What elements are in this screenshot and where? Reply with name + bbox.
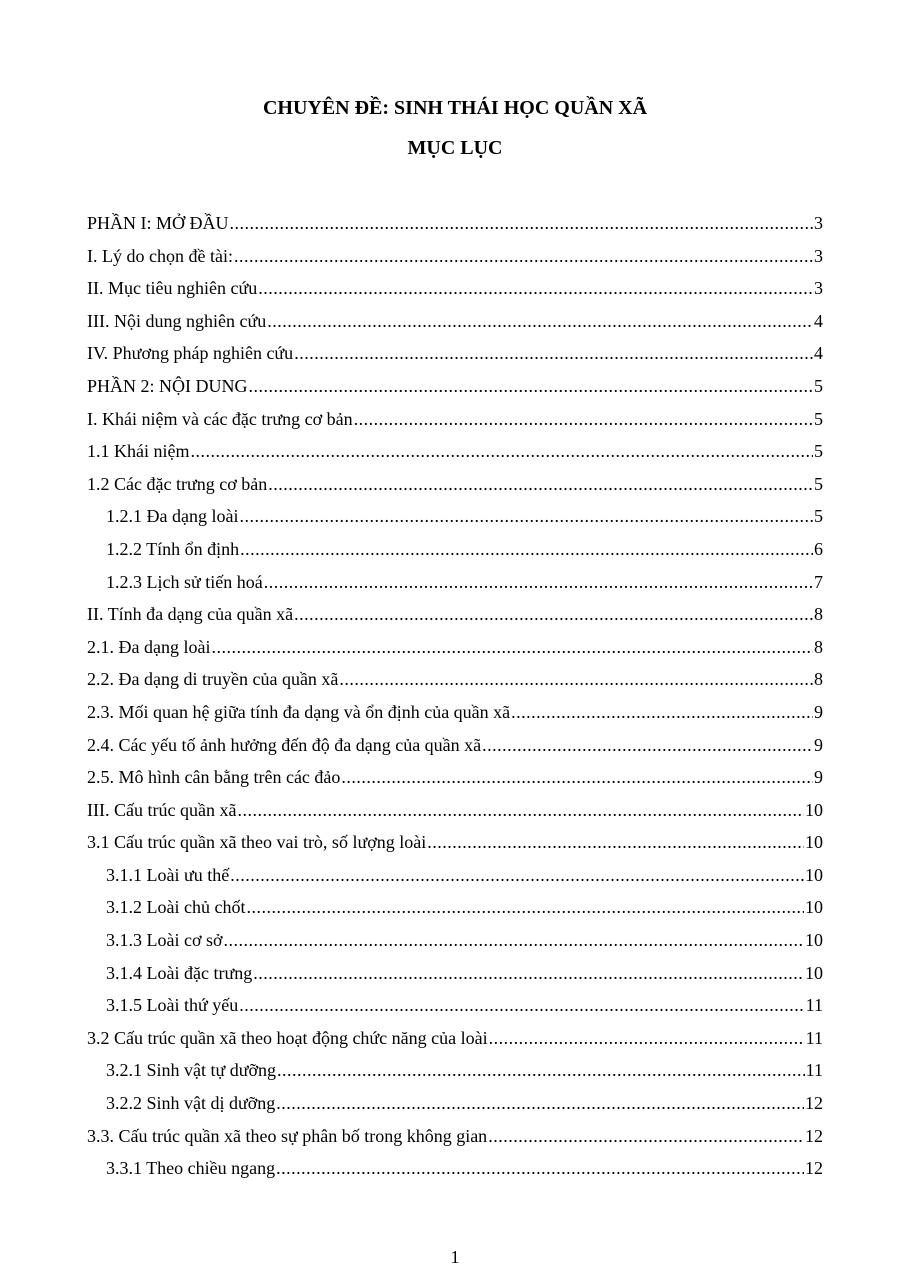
- toc-entry-page: 8: [814, 604, 823, 625]
- toc-dot-leader: [489, 1022, 805, 1055]
- toc-entry-title: 2.5. Mô hình cân bằng trên các đảo: [87, 767, 341, 788]
- toc-entry[interactable]: [87, 663, 823, 696]
- toc-dot-leader: [268, 468, 813, 501]
- toc-entry-page: 5: [814, 473, 823, 494]
- toc-entry-title: 1.2.1 Đa dạng loài: [106, 506, 239, 527]
- page-number: 1: [450, 1247, 460, 1267]
- toc-entry[interactable]: [87, 305, 823, 338]
- toc-entry[interactable]: [87, 566, 823, 599]
- toc-entry-title: 3.2.1 Sinh vật tự dưỡng: [106, 1060, 277, 1081]
- toc-entry[interactable]: [87, 989, 823, 1022]
- toc-dot-leader: [482, 729, 813, 762]
- toc-entry-page: 8: [814, 669, 823, 690]
- toc-entry[interactable]: [87, 859, 823, 892]
- toc-entry[interactable]: [87, 891, 823, 924]
- toc-entry[interactable]: [87, 272, 823, 305]
- toc-entry-page: 10: [805, 930, 823, 951]
- toc-entry[interactable]: [87, 435, 823, 468]
- toc-entry-page: 5: [814, 408, 823, 429]
- toc-dot-leader: [246, 891, 804, 924]
- toc-entry-page: 9: [814, 734, 823, 755]
- toc-entry[interactable]: [87, 826, 823, 859]
- toc-entry-title: 3.2.2 Sinh vật dị dưỡng: [106, 1093, 276, 1114]
- toc-dot-leader: [294, 337, 813, 370]
- toc-entry-title: I. Khái niệm và các đặc trưng cơ bản: [87, 408, 353, 429]
- toc-entry-title: II. Tính đa dạng của quần xã: [87, 604, 294, 625]
- toc-dot-leader: [277, 1054, 805, 1087]
- toc-dot-leader: [237, 794, 804, 827]
- toc-entry[interactable]: [87, 794, 823, 827]
- toc-entry-page: 9: [814, 701, 823, 722]
- toc-entry-page: 3: [814, 213, 823, 233]
- toc-entry[interactable]: [87, 957, 823, 990]
- toc-dot-leader: [190, 435, 813, 468]
- toc-entry-title: 1.2.3 Lịch sử tiến hoá: [106, 571, 263, 592]
- toc-entry-page: 10: [805, 799, 823, 820]
- toc-dot-leader: [253, 957, 804, 990]
- toc-entry[interactable]: [87, 533, 823, 566]
- toc-entry-page: 10: [805, 897, 823, 918]
- toc-entry-page: 11: [805, 1027, 823, 1048]
- toc-entry-page: 5: [814, 375, 823, 396]
- toc-entry-page: 9: [814, 767, 823, 788]
- toc-entry-title: 3.1.2 Loài chủ chốt: [106, 897, 246, 918]
- toc-entry-page: 4: [814, 310, 823, 331]
- toc-heading: MỤC LỤC: [407, 137, 503, 159]
- toc-entry-page: 8: [814, 636, 823, 657]
- toc-dot-leader: [354, 403, 813, 436]
- toc-entry-title: 3.1.4 Loài đặc trưng: [106, 962, 253, 983]
- toc-dot-leader: [511, 696, 813, 729]
- toc-entry[interactable]: [87, 924, 823, 957]
- toc-dot-leader: [224, 924, 804, 957]
- toc-dot-leader: [234, 240, 813, 273]
- toc-entry-title: PHẦN I: MỞ ĐẦU: [87, 213, 229, 233]
- toc-entry-page: 5: [814, 441, 823, 462]
- toc-entry-title: 3.2 Cấu trúc quần xã theo hoạt động chức năng của loài: [87, 1027, 488, 1048]
- toc-dot-leader: [267, 305, 813, 338]
- toc-entry-title: 2.2. Đa dạng di truyền của quần xã: [87, 669, 339, 690]
- toc-entry[interactable]: [87, 240, 823, 273]
- toc-dot-leader: [339, 663, 813, 696]
- toc-dot-leader: [341, 761, 813, 794]
- toc-entry[interactable]: [87, 631, 823, 664]
- toc-entry-page: 3: [814, 245, 823, 266]
- toc-entry-title: 1.2 Các đặc trưng cơ bản: [87, 473, 268, 494]
- toc-dot-leader: [276, 1087, 804, 1120]
- toc-entry-page: 11: [805, 1060, 823, 1081]
- toc-dot-leader: [230, 859, 804, 892]
- toc-entry-title: 2.4. Các yếu tố ảnh hưởng đến độ đa dạng của quần xã: [87, 734, 482, 755]
- toc-entry-title: 1.2.2 Tính ổn định: [106, 538, 240, 559]
- toc-entry-title: IV. Phương pháp nghiên cứu: [87, 343, 294, 364]
- toc-entry-title: 2.1. Đa dạng loài: [87, 636, 211, 657]
- toc-entry-title: PHẦN 2: NỘI DUNG: [87, 375, 248, 396]
- toc-dot-leader: [427, 826, 804, 859]
- toc-entry[interactable]: [87, 729, 823, 762]
- toc-entry-page: 10: [805, 962, 823, 983]
- toc-entry[interactable]: [87, 1054, 823, 1087]
- toc-entry-title: 2.3. Mối quan hệ giữa tính đa dạng và ổn định của quần xã: [87, 701, 511, 722]
- toc-dot-leader: [230, 207, 813, 240]
- toc-entry-page: 11: [805, 995, 823, 1016]
- toc-entry[interactable]: [87, 207, 823, 240]
- toc-entry-title: 3.1.3 Loài cơ sở: [106, 930, 223, 951]
- toc-entry-title: 3.1.1 Loài ưu thế: [106, 864, 230, 885]
- toc-dot-leader: [264, 566, 813, 599]
- toc-entry-title: 1.1 Khái niệm: [87, 441, 190, 462]
- toc-dot-leader: [249, 370, 814, 403]
- toc-entry-title: III. Cấu trúc quần xã: [87, 799, 237, 820]
- toc-entry-title: 3.1.5 Loài thứ yếu: [106, 995, 239, 1016]
- toc-entry-page: 12: [805, 1125, 823, 1146]
- toc-dot-leader: [258, 272, 813, 305]
- toc-entry[interactable]: [87, 370, 823, 403]
- toc-entry[interactable]: [87, 1087, 823, 1120]
- toc-entry[interactable]: [87, 598, 823, 631]
- toc-entry-title: I. Lý do chọn đề tài:: [87, 245, 233, 266]
- toc-entry[interactable]: [87, 1022, 823, 1055]
- toc-dot-leader: [211, 631, 813, 664]
- toc-entry-page: 3: [814, 278, 823, 299]
- toc-dot-leader: [239, 500, 813, 533]
- toc-dot-leader: [239, 989, 804, 1022]
- toc-entry[interactable]: [87, 403, 823, 436]
- toc-entry-page: 10: [805, 832, 823, 853]
- toc-entry-title: II. Mục tiêu nghiên cứu: [87, 278, 258, 299]
- toc-dot-leader: [276, 1152, 804, 1185]
- toc-entry[interactable]: [87, 1152, 823, 1185]
- toc-entry[interactable]: [87, 337, 823, 370]
- toc-entry[interactable]: [87, 696, 823, 729]
- toc-entry-page: 12: [805, 1158, 823, 1179]
- toc-entry-page: 4: [814, 343, 823, 364]
- toc-entry-page: 5: [814, 506, 823, 527]
- toc-entry-title: III. Nội dung nghiên cứu: [87, 310, 267, 331]
- toc-dot-leader: [294, 598, 813, 631]
- toc-entry-title: 3.3. Cấu trúc quần xã theo sự phân bố trong không gian: [87, 1125, 488, 1146]
- toc-entry[interactable]: [87, 1120, 823, 1153]
- toc-entry-title: 3.1 Cấu trúc quần xã theo vai trò, số lượng loài: [87, 832, 427, 853]
- toc-entry-title: 3.3.1 Theo chiều ngang: [106, 1158, 276, 1179]
- toc-entry[interactable]: [87, 761, 823, 794]
- table-of-contents: [87, 207, 823, 1185]
- toc-entry-page: 10: [805, 864, 823, 885]
- toc-entry-page: 12: [805, 1093, 823, 1114]
- document-title: CHUYÊN ĐỀ: SINH THÁI HỌC QUẦN XÃ: [262, 97, 648, 119]
- toc-entry[interactable]: [87, 468, 823, 501]
- toc-dot-leader: [240, 533, 813, 566]
- toc-entry-page: 7: [814, 571, 823, 592]
- toc-dot-leader: [488, 1120, 804, 1153]
- toc-entry-page: 6: [814, 538, 823, 559]
- toc-entry[interactable]: [87, 500, 823, 533]
